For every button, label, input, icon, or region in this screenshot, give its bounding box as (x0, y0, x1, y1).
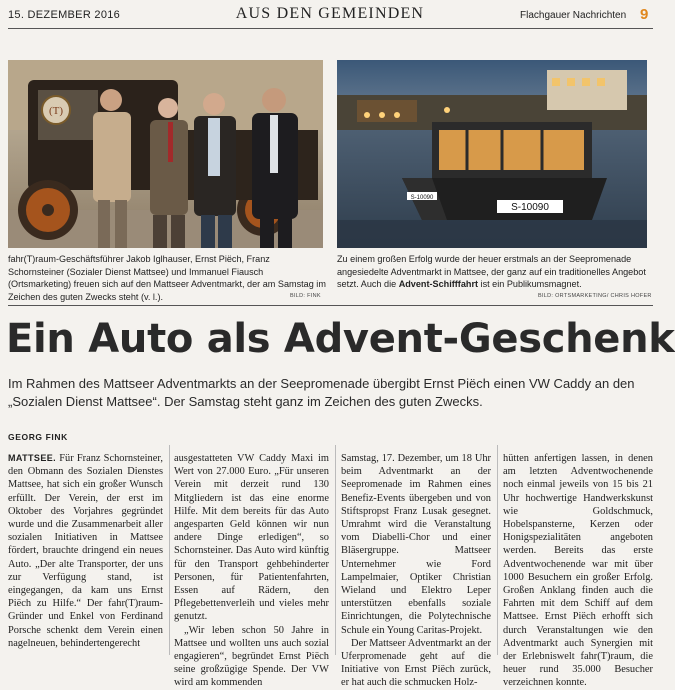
article-column-3-para-2: Der Mattseer Adventmarkt an der Uferpromenade geht auf die Initiative von Ernst Piëch zurück, er hat auch die schmucken Holz- (341, 637, 491, 689)
article-headline: Ein Auto als Advent-Geschenk (6, 316, 675, 362)
article-column-2 (174, 452, 329, 689)
photos-rule (8, 305, 653, 306)
photo-right-caption (337, 253, 649, 291)
photo-advent-boat-image (337, 60, 647, 248)
article-lead: Im Rahmen des Mattseer Adventmarkts an der Seepromenade übergibt Ernst Piëch einen VW Caddy an den „Sozialen Dienst Mattsee“. Der Samstag steht ganz im Zeichen des guten Zwecks. (8, 376, 635, 409)
article-column-3-para-1: Samstag, 17. Dezember, um 18 Uhr beim Adventmarkt an der Seepromenade im Rahmen eines Benefiz-Events übergeben und von Stiftspropst Franz Lusak gesegnet. Umrahmt wird die Veranstaltung vom Diabelli-Chor und einer Bläsergruppe. Mattseer Unternehmer wie Ford Lampelmaier, Optiker Christian Wieland und Elektro Leper unterstützen ebenfalls soziale Einrichtungen, die Polytechnische Schule ein Young Caritas-Projekt. (341, 453, 491, 636)
header-rule (8, 28, 653, 29)
boat-plate-bow: S-10090 (410, 195, 434, 201)
issue-date: 15. DEZEMBER 2016 (8, 9, 121, 21)
photo-advent-boat (337, 60, 647, 248)
photo-right-caption-bold: Advent-Schifffahrt (398, 279, 479, 290)
page-header (0, 0, 661, 30)
column-divider (335, 445, 336, 655)
car-emblem-sign: (T) (48, 105, 64, 117)
photo-right-credit: BILD: ORTSMARKETING/ CHRIS HOFER (538, 293, 652, 299)
article-column-1 (8, 452, 163, 655)
article-column-3 (341, 452, 491, 689)
page-number: 9 (640, 6, 649, 23)
article-column-2-para-1: ausgestatteten VW Caddy Maxi im Wert von 27.000 Euro. „Für unseren Verein mit derzeit rund 130 Mitgliedern ist das eine enorme Hilfe. Mit dem bereits für das Auto angesparten Geld können wir nun andere Dinge erledigen“, so Schornsteiner. Das Auto wird künftig für den Transport gehbehinderter Personen, für Patientenfahrten, Essen auf Rädern, den Pflegebettenverleih und vieles mehr genutzt. (174, 453, 329, 623)
photo-right-caption-end: ist ein Publikumsmagnet. (480, 279, 582, 290)
newspaper-name: Flachgauer Nachrichten (520, 10, 627, 21)
photo-group-with-car-image (8, 60, 323, 248)
article-column-4 (503, 452, 653, 689)
section-title: AUS DEN GEMEINDEN (235, 5, 425, 22)
article-column-1-text: Für Franz Schornsteiner, den Obmann des Sozialen Dienstes Mattsee, hat sich ein großer Wunsch erfüllt. Der Verein, der erst im Oktober des Vorjahres gegründet wurde und die Zusammenarbeit aller sozialen Initiativen in Mattsee fördert, brauchte dringend ein neues Auto. „Der alte Transporter, der uns zur Verfügung stand, ist eingegangen, da kam uns Ernst Piëch zu Hilfe.“ Der fahr(T)raum-Gründer und Enkel von Ferdinand Porsche schenkt dem Verein einen nagelneuen, behindertengerecht (8, 453, 163, 649)
article-column-4-text: hütten anfertigen lassen, in denen am letzten Adventwochenende noch einmal jeweils von 15 bis 21 Uhr hochwertige Handwerkskunst wie Goldschmuck, Hobelspansterne, Kerzen oder Honigspezialitäten angeboten werden. Bereits das erste Adventwochenende war mit über 1000 Besuchern ein großer Erfolg. Großen Anklang finden auch die Fahrten mit dem Schiff auf dem Mattsee. Ernst Piëch erhofft sich durch Veranstaltungen wie den Adventmarkt auch Synergien mit der Erlebniswelt fahr(T)raum, die heuer rund 35.000 Besucher verzeichnen konnte. (503, 453, 653, 689)
article-dateline: MATTSEE. (8, 453, 57, 463)
photo-group-with-car (8, 60, 323, 248)
boat-plate-side: S-10090 (511, 202, 549, 213)
photo-right-caption-text: Zu einem großen Erfolg wurde der heuer erstmals an der Seepromenade angesiedelte Adventmarkt in Mattsee, der ganz auf ein traditionelles Angebot setzt. Auch die (337, 254, 646, 290)
article-author: GEORG FINK (8, 432, 68, 442)
photo-left-caption: fahr(T)raum-Geschäftsführer Jakob Iglhauser, Ernst Piëch, Franz Schornsteiner (Sozialer Dienst Mattsee) und Immanuel Fiausch (Ortsmarketing) freuen sich auf den Mattseer Adventmarkt, der am Samstag im Zeichen des guten Zwecks steht (v. l.). (8, 254, 326, 302)
column-divider (497, 445, 498, 655)
article-column-2-para-2: „Wir leben schon 50 Jahre in Mattsee und wollten uns auch sozial engagieren“, begründet Ernst Piëch seine großzügige Spende. Der VW wird am kommenden (174, 624, 329, 689)
column-divider (169, 445, 170, 655)
photo-left-credit: BILD: FINK (290, 293, 321, 299)
